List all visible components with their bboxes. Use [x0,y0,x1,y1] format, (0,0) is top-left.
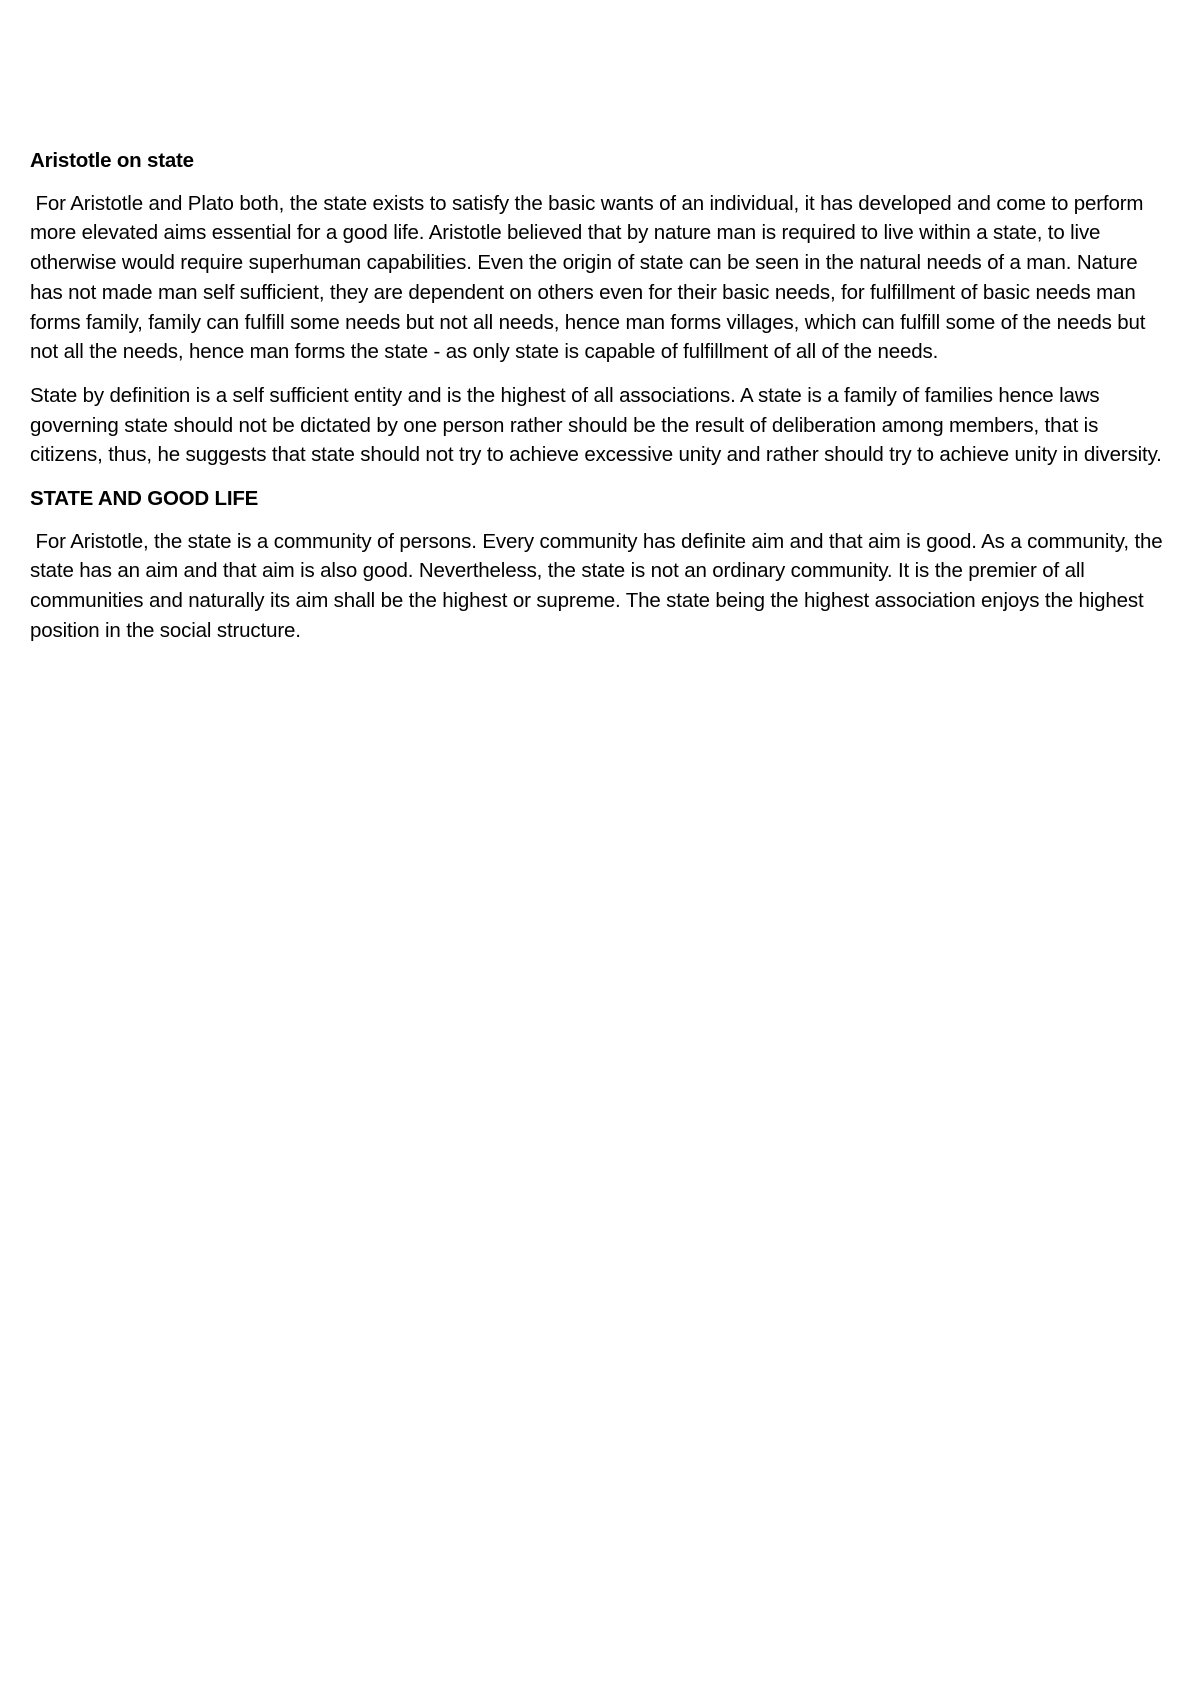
section-heading-aristotle-on-state: Aristotle on state [30,149,194,172]
document-body [30,146,1170,660]
section-heading-state-and-good-life: STATE AND GOOD LIFE [30,487,259,511]
paragraph: For Aristotle and Plato both, the state exists to satisfy the basic wants of an individual, it has developed and come to perform more elevated aims essential for a good life. Aristotle believed that by nature man is required to live within a state, to live otherwise would require superhuman capabilities. Even the origin of state can be seen in the natural needs of a man. Nature has not made man self sufficient, they are dependent on others even for their basic needs, for fulfillment of basic needs man forms family, family can fulfill some needs but not all needs, hence man forms villages, which can fulfill some of the needs but not all the needs, hence man forms the state - as only state is capable of fulfillment of all of the needs. [30,191,1151,364]
paragraph: State by definition is a self sufficient entity and is the highest of all associations. A state is a family of families hence laws governing state should not be dictated by one person rather should be the result of deliberation among members, that is citizens, thus, he suggests that state should not try to achieve excessive unity and rather should try to achieve unity in diversity. [30,383,1162,467]
paragraph: For Aristotle, the state is a community of persons. Every community has definite aim and that aim is good. As a community, the state has an aim and that aim is also good. Nevertheless, the state is not an ordinary community. It is the premier of all communities and naturally its aim shall be the highest or supreme. The state being the highest association enjoys the highest position in the social structure. [30,529,1169,642]
